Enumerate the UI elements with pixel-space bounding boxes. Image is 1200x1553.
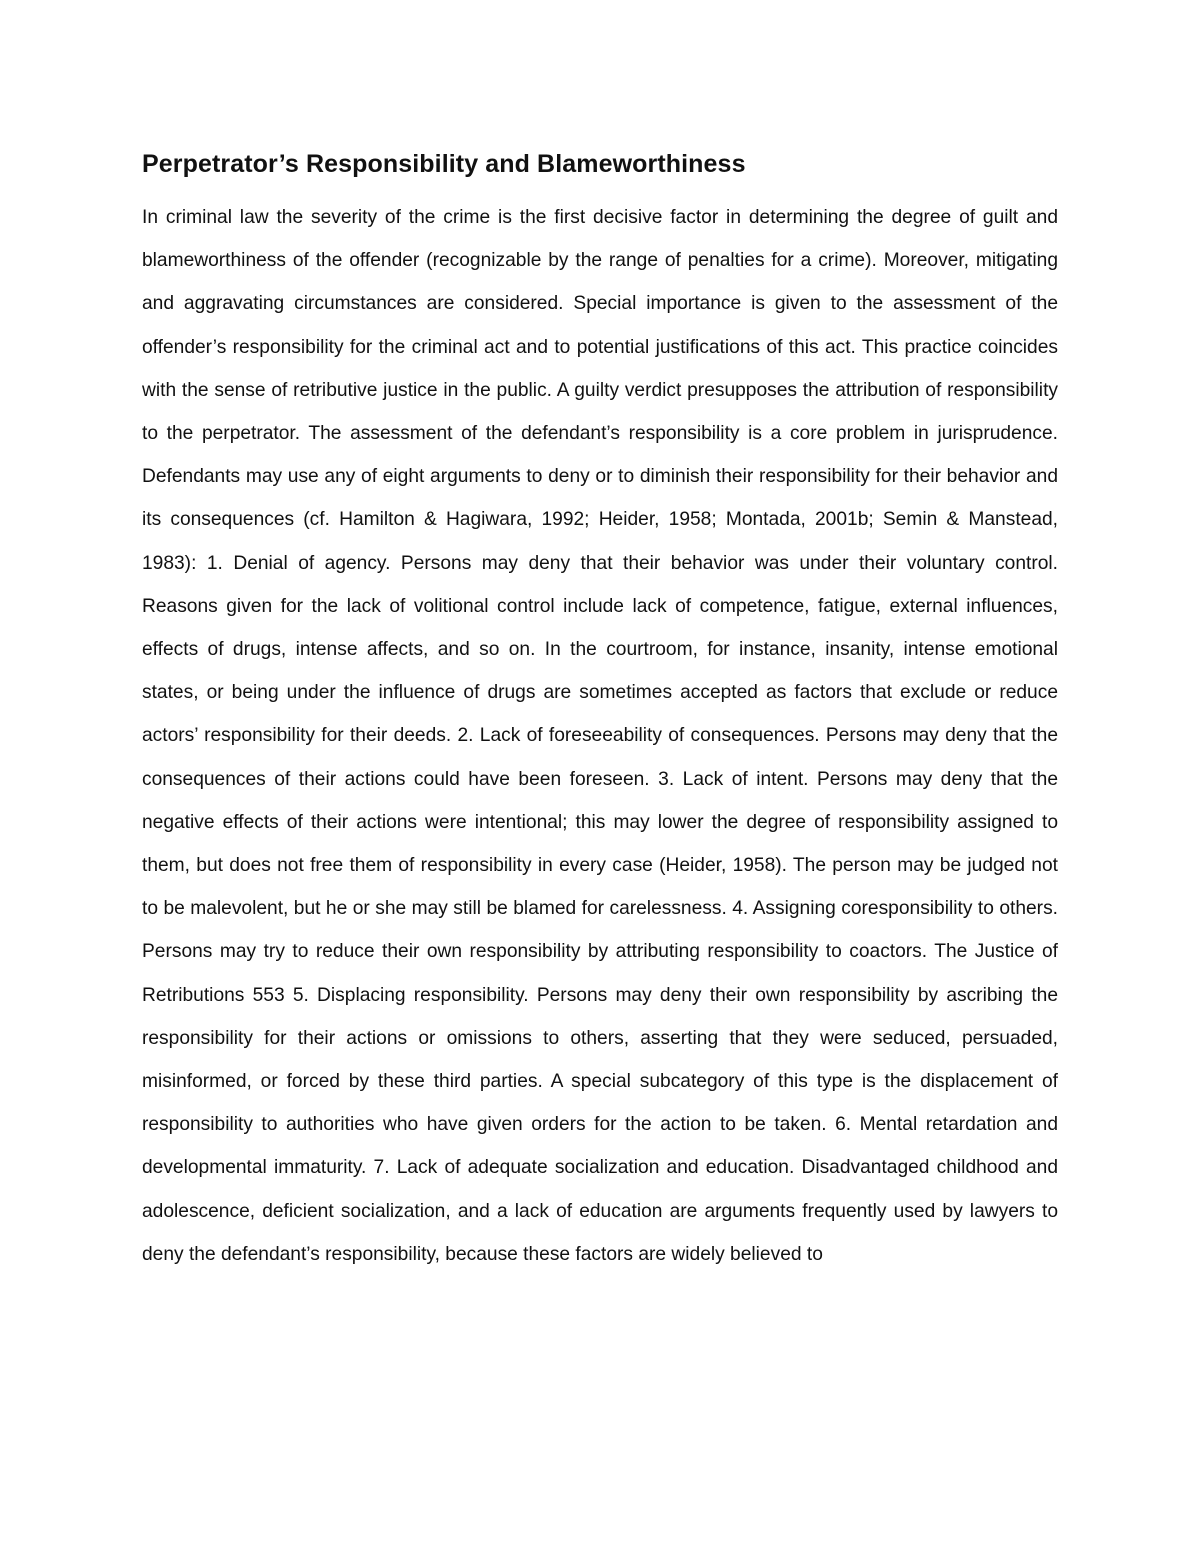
- document-page: [142, 140, 1058, 1276]
- document-body-paragraph: In criminal law the severity of the crime is the first decisive factor in determining the degree of guilt and blameworthiness of the offender (recognizable by the range of penalties for a crime). Moreover, mitigating and aggravating circumstances are considered. Special importance is given to the assessment of the offender’s responsibility for the criminal act and to potential justifications of this act. This practice coincides with the sense of retributive justice in the public. A guilty verdict presupposes the attribution of responsibility to the perpetrator. The assessment of the defendant’s responsibility is a core problem in jurisprudence. Defendants may use any of eight arguments to deny or to diminish their responsibility for their behavior and its consequences (cf. Hamilton & Hagiwara, 1992; Heider, 1958; Montada, 2001b; Semin & Manstead, 1983): 1. Denial of agency. Persons may deny that their behavior was under their voluntary control. Reasons given for the lack of volitional control include lack of competence, fatigue, external influences, effects of drugs, intense affects, and so on. In the courtroom, for instance, insanity, intense emotional states, or being under the influence of drugs are sometimes accepted as factors that exclude or reduce actors’ responsibility for their deeds. 2. Lack of foreseeability of consequences. Persons may deny that the consequences of their actions could have been foreseen. 3. Lack of intent. Persons may deny that the negative effects of their actions were intentional; this may lower the degree of responsibility assigned to them, but does not free them of responsibility in every case (Heider, 1958). The person may be judged not to be malevolent, but he or she may still be blamed for carelessness. 4. Assigning coresponsibility to others. Persons may try to reduce their own responsibility by attributing responsibility to coactors. The Justice of Retributions 553 5. Displacing responsibility. Persons may deny their own responsibility by ascribing the responsibility for their actions or omissions to others, asserting that they were seduced, persuaded, misinformed, or forced by these third parties. A special subcategory of this type is the displacement of responsibility to authorities who have given orders for the action to be taken. 6. Mental retardation and developmental immaturity. 7. Lack of adequate socialization and education. Disadvantaged childhood and adolescence, deficient socialization, and a lack of education are arguments frequently used by lawyers to deny the defendant’s responsibility, because these factors are widely believed to: [142, 207, 1058, 1265]
- document-title: Perpetrator’s Responsibility and Blameworthiness: [142, 150, 746, 178]
